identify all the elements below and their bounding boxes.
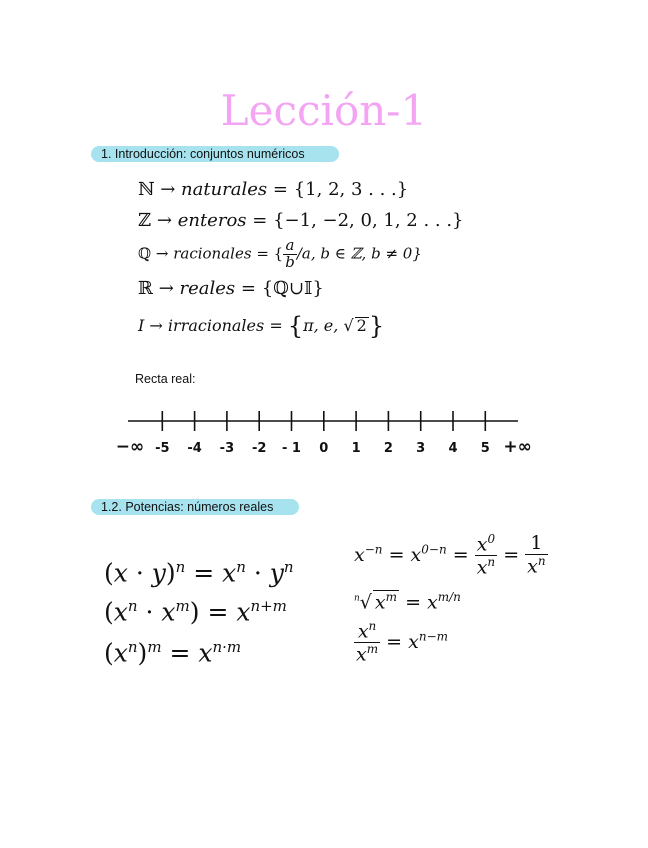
formula-quotient: $\frac{x^n}{x^m}$ = $x^{n-m}$: [356, 619, 449, 666]
number-line: [0, 400, 648, 480]
irracionales-symbol: I: [138, 316, 145, 335]
number-line-tick-label: -3: [219, 441, 235, 456]
reales-name: reales: [179, 278, 236, 299]
formula-product-power: $(x \cdot y)^n = x^n \cdot y^n$: [104, 558, 294, 588]
naturales-symbol: ℕ: [138, 179, 155, 200]
racionales-name: racionales: [173, 244, 252, 263]
naturales-name: naturales: [181, 179, 268, 200]
number-line-tick-label: −∞: [115, 437, 145, 457]
set-enteros: ℤ → enteros = {−1, −2, 0, 1, 2 . . .}: [138, 210, 464, 231]
number-line-tick-label: +∞: [503, 437, 532, 457]
enteros-symbol: ℤ: [138, 210, 152, 231]
set-reales: ℝ → reales = {ℚ∪𝕀}: [138, 278, 324, 299]
racionales-condition: /a, b ∈ ℤ, b ≠ 0}: [296, 244, 422, 263]
naturales-elements: {1, 2, 3 . . .}: [293, 179, 409, 200]
number-line-tick-label: 3: [416, 441, 426, 456]
formula-power-product: $(x^n \cdot x^m) = x^{n+m}$: [104, 597, 287, 627]
set-racionales: ℚ → racionales = { $\frac{a}{b}$ /a, b ∈ ℤ, b ≠ 0}: [138, 236, 422, 271]
number-line-tick-label: 4: [448, 441, 458, 456]
number-line-label: Recta real:: [135, 372, 196, 386]
number-line-tick-label: -4: [187, 441, 202, 456]
number-line-tick-label: 0: [319, 441, 329, 456]
number-line-tick-label: -5: [155, 441, 170, 456]
number-line-tick-label: 5: [480, 441, 490, 456]
arrow-icon: →: [156, 210, 172, 231]
racionales-symbol: ℚ: [138, 244, 152, 263]
number-line-tick-label: -2: [251, 441, 267, 456]
number-line-tick-label: 2: [383, 441, 393, 456]
arrow-icon: →: [155, 244, 169, 263]
section-heading-2: 1.2. Potencias: números reales: [91, 499, 299, 515]
irracionales-name: irracionales: [167, 316, 265, 335]
page-title: Lección-1: [220, 86, 428, 135]
number-line-tick-label: 1: [351, 441, 361, 456]
sqrt-two: 2: [356, 316, 367, 335]
arrow-icon: →: [160, 179, 176, 200]
enteros-name: enteros: [177, 210, 247, 231]
set-irracionales: I → irracionales = {π, e, √ 2}: [138, 312, 385, 340]
formula-negative-exponent: $x^{-n} = x^{0-n}$ = $\frac{x^0}{x^n}$ = $\frac{1}{x^n}$: [354, 532, 546, 579]
arrow-icon: →: [149, 316, 163, 335]
set-naturales: ℕ → naturales = {1, 2, 3 . . .}: [138, 179, 409, 200]
section-heading-1: 1. Introducción: conjuntos numéricos: [91, 146, 339, 162]
reales-symbol: ℝ: [138, 278, 153, 299]
reales-elements: {ℚ∪𝕀}: [261, 278, 324, 299]
number-line-tick-label: - 1: [282, 441, 301, 456]
fraction-a-b: $\frac{a}{b}$: [285, 236, 295, 271]
arrow-icon: →: [158, 278, 174, 299]
irracionales-elements: π, e,: [303, 316, 344, 335]
formula-root: $^n$√ $x^m = x^{m/n}$: [354, 590, 461, 614]
formula-power-of-power: $(x^n)^m = x^{n\cdot m}$: [104, 638, 242, 668]
enteros-elements: {−1, −2, 0, 1, 2 . . .}: [273, 210, 464, 231]
